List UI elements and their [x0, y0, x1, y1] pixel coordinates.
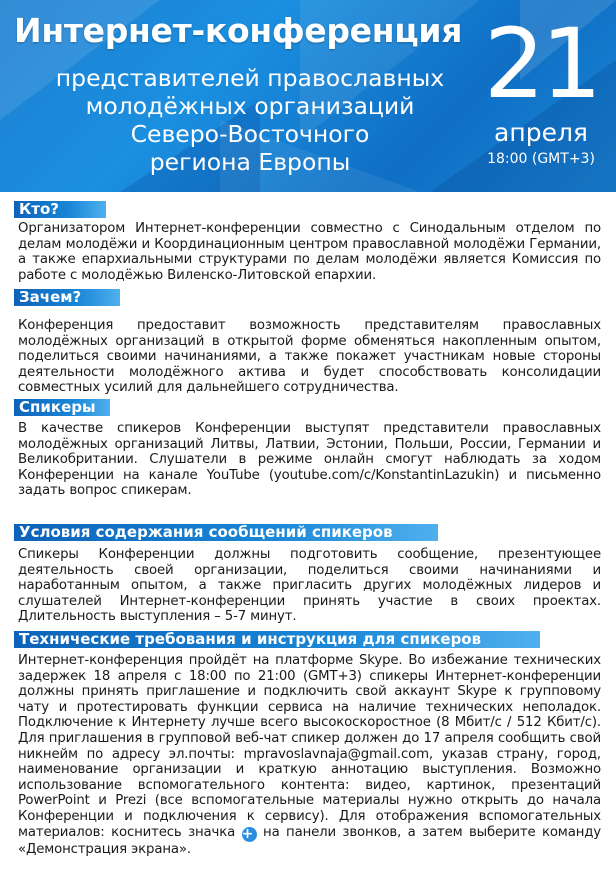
section-heading-tech: Технические требования и инструкция для спикеров — [14, 631, 540, 648]
event-date-time: 18:00 (GMT+3) — [487, 151, 595, 167]
section-text-who: Организатором Интернет-конференции совместно с Синодальным отделом по делам молодёжи и Координационным центром православной молодёжи Германии, а также епархиальными структурами по делам молодёжи является Комиссия по работе с молодёжью Виленско-Литовской епархии. — [18, 221, 601, 283]
section-heading-why: Зачем? — [14, 289, 120, 306]
subtitle-line: молодёжных организаций — [85, 92, 415, 120]
subtitle-line: представителей православных — [55, 64, 445, 92]
section-heading-who: Кто? — [14, 201, 106, 218]
subtitle-line: Северо-Восточного — [130, 120, 370, 148]
section-heading-conditions: Условия содержания сообщений спикеров — [14, 524, 438, 541]
section-text-speakers: В качестве спикеров Конференции выступят представители православных молодёжных организаций Литвы, Латвии, Эстонии, Польши, России, Германии и Великобритании. Слушатели в режиме онлайн смогут наблюдать за ходом Конференции на канале YouTube (youtube.com/c/KonstantinLazukin) и письменно задать вопрос спикерам. — [18, 421, 601, 499]
event-date-month: апреля — [494, 118, 588, 147]
event-date-day: 21 — [483, 8, 599, 120]
header-banner — [0, 0, 616, 192]
section-heading-speakers: Спикеры — [14, 399, 110, 416]
tech-text-part1: Интернет-конференция пройдёт на платформе Skype. Во избежание технических задержек 18 апреля с 18:00 по 21:00 (GMT+3) спикеры Интернет-конференции должны принять приглашение и подключить свой аккаунт Skype к групповому чату и протестировать функции сервиса на наличие технических неполадок. Подключение к Интернету лучше всего высокоскоростное (8 Мбит/с / 512 Кбит/с). Для приглашения в групповой веб-чат спикер должен до 17 апреля сообщить свой никнейм по адресу эл.почты: mpravoslavnaja@gmail.com, указав страну, город, наименование организации и краткую аннотацию выступления. Возможно использование вспомогательного контента: видео, картинок, презентаций PowerPoint и Prezi (все вспомогательные материалы нужно открыть до начала Конференции и подключения к сервису). Для отображения вспомогательных материалов: коснитесь значка — [18, 653, 601, 840]
tech-text-part2: на панели звонков, а затем выберите команду «Демонстрация экрана». — [18, 824, 601, 857]
section-text-conditions: Спикеры Конференции должны подготовить сообщение, презентующее деятельность своей организации, поделиться своими начинаниями и наработанным опытом, а также пригласить других молодёжных лидеров и слушателей Интернет-конференции принять участие в своих проектах. Длительность выступления – 5-7 минут. — [18, 547, 601, 625]
page-subtitle — [30, 64, 470, 176]
section-text-tech — [18, 653, 601, 857]
plus-circle-icon: + — [242, 827, 257, 842]
subtitle-line: региона Европы — [149, 148, 351, 176]
page-title: Интернет-конференция — [14, 11, 463, 50]
section-text-why: Конференция предоставит возможность представителям православных молодёжных организаций в открытой форме обменяться накопленным опытом, поделиться своими начинаниями, а также покажет участникам новые стороны деятельности молодёжного актива и будет способствовать консолидации совместных усилий для дальнейшего сотрудничества. — [18, 318, 601, 396]
